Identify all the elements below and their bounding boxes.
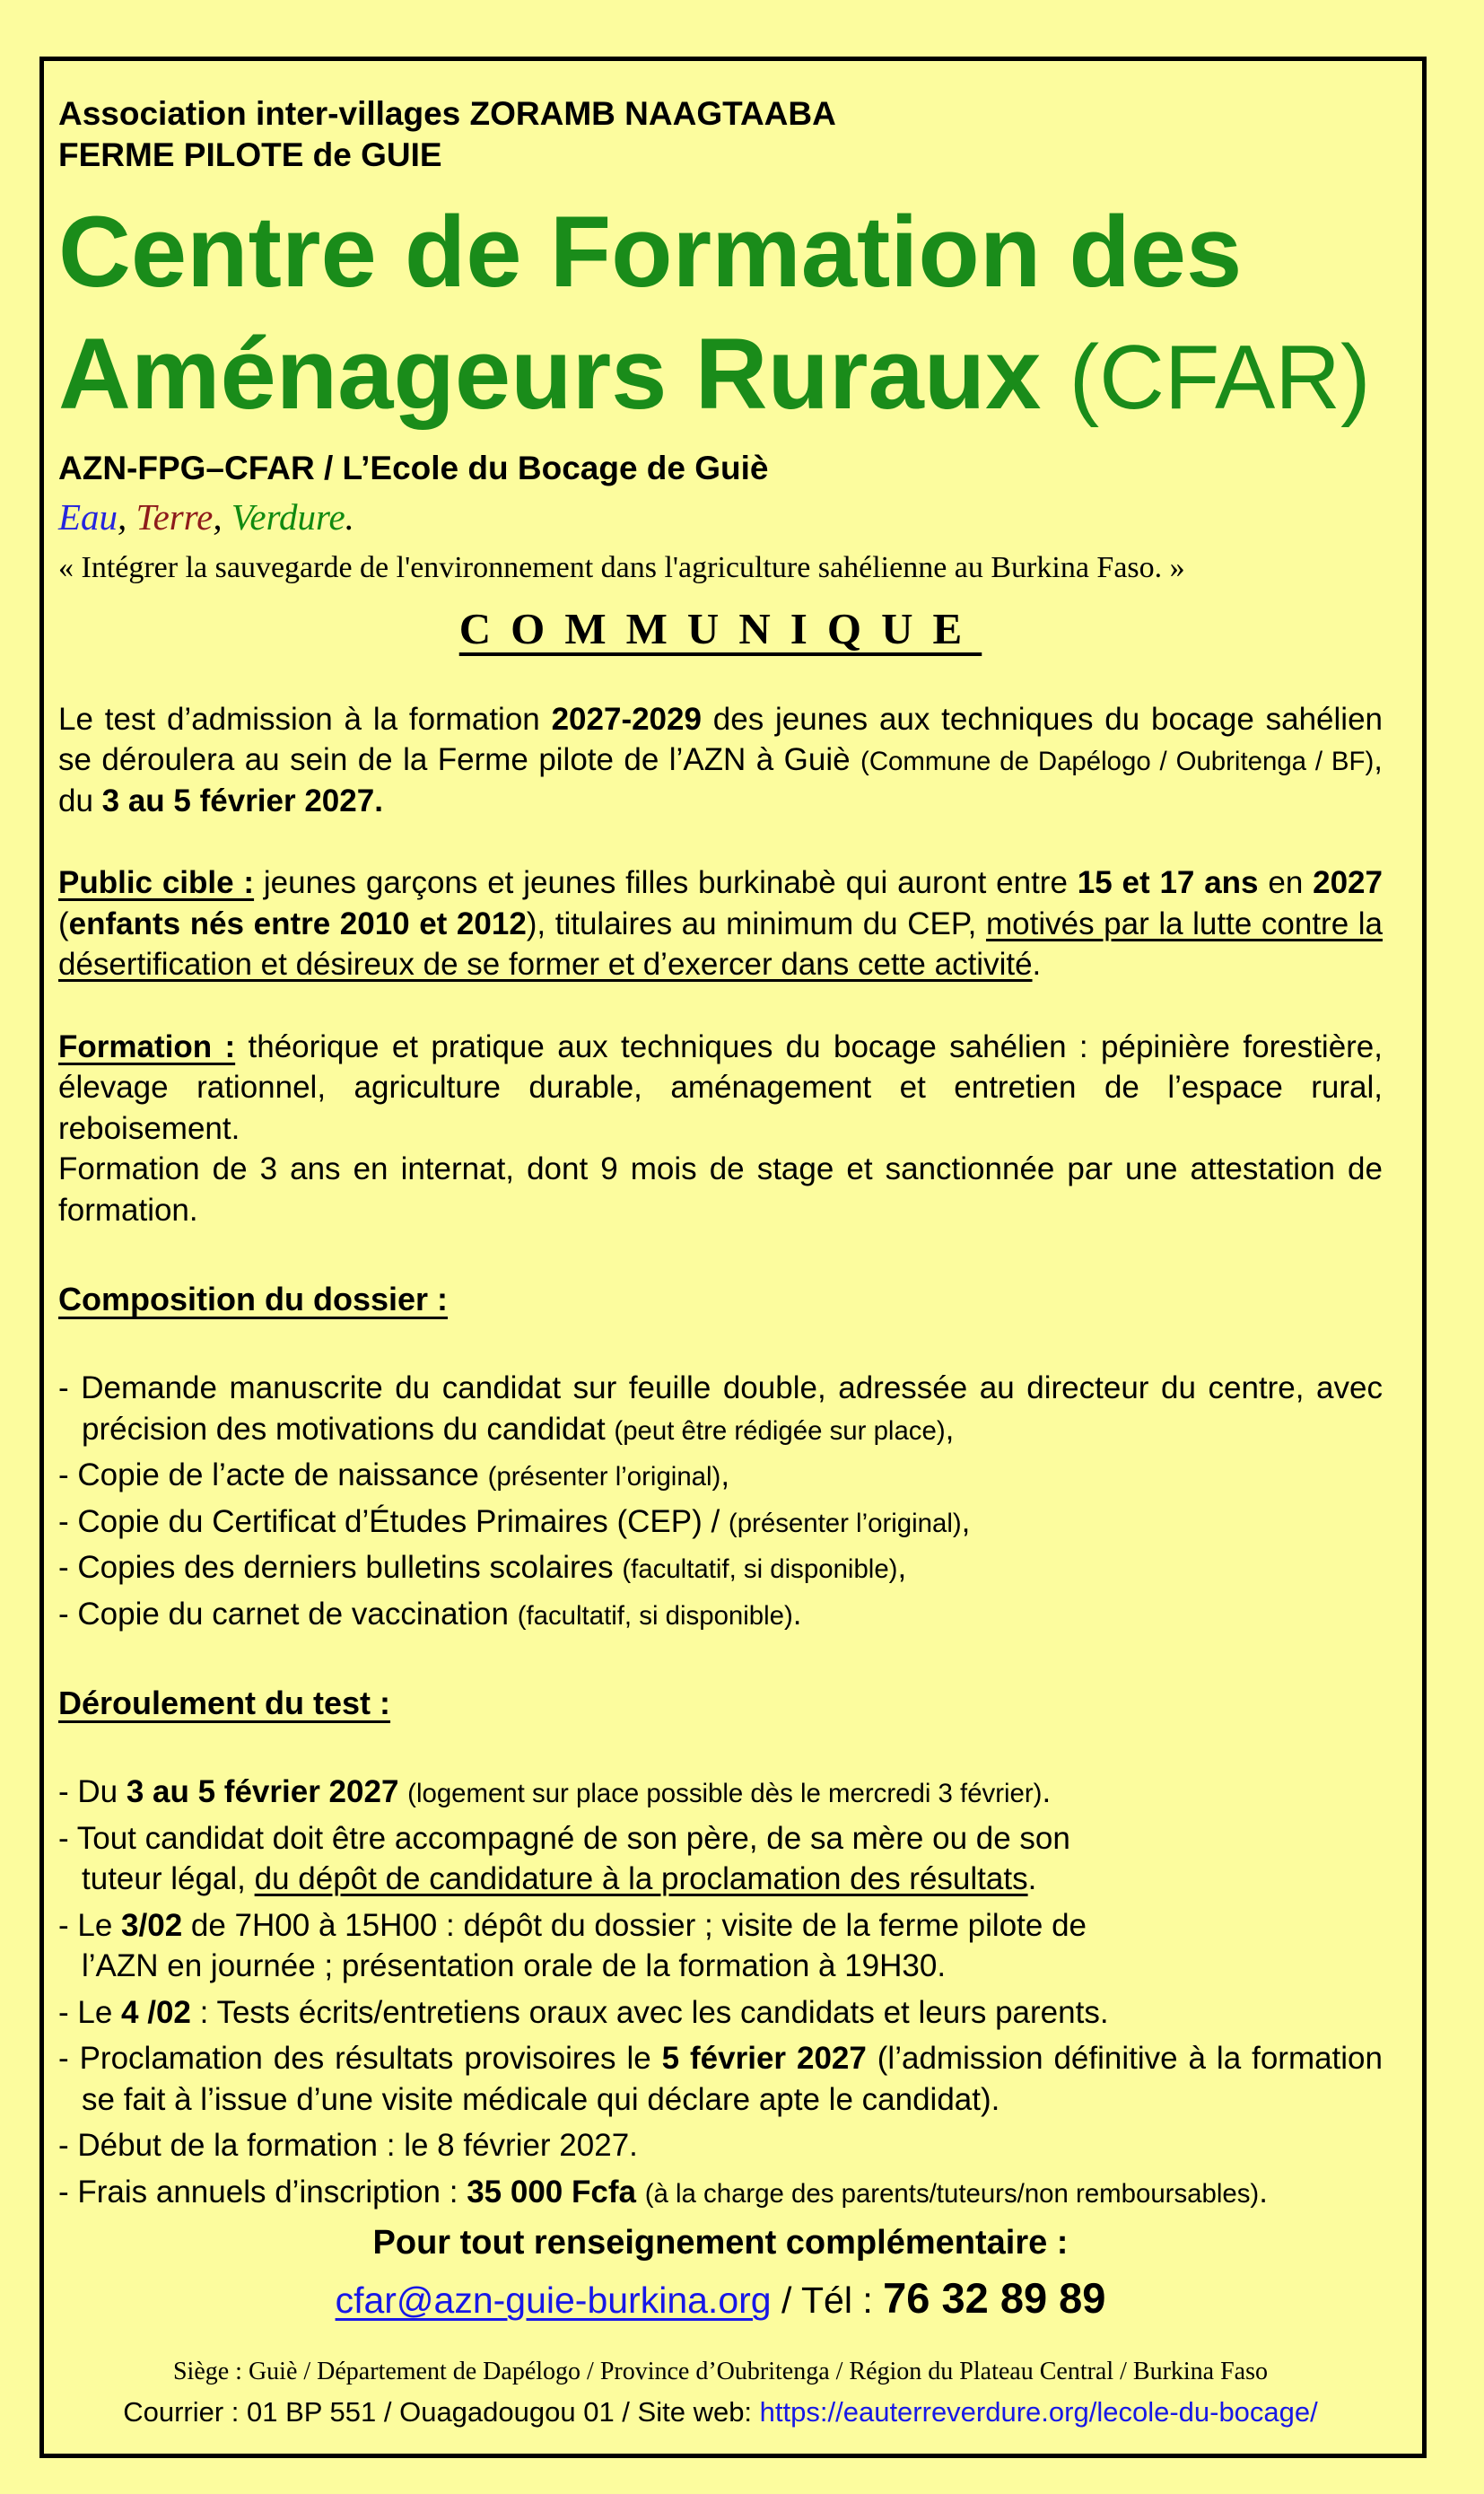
test-item-4-end: : Tests écrits/entretiens oraux avec les candidats et leurs parents. [190,1994,1109,2030]
motto-word-eau: Eau [58,495,118,538]
subtitle: AZN-FPG–CFAR / L’Ecole du Bocage de Guiè [58,449,769,486]
test-item-2-line-1: - Tout candidat doit être accompagné de son père, de sa mère ou de son [58,1820,1070,1856]
public-cible-label: Public cible : [58,865,255,901]
test-item-2-underlined: du dépôt de candidature à la proclamation des résultats [254,1861,1028,1896]
dossier-item-4-note: (facultatif, si disponible) [622,1554,898,1585]
phone-number: 76 32 89 89 [883,2274,1106,2323]
dossier-item-3-text: - Copie du Certificat d’Études Primaires (CEP) / [58,1503,729,1539]
test-item-accompagnement [58,1818,1383,1900]
public-text-5: . [1032,947,1042,983]
email-link[interactable]: cfar@azn-guie-burkina.org [335,2280,772,2322]
document-frame [39,57,1427,2458]
dossier-item-4 [58,1547,1383,1588]
footer-courrier [58,2394,1383,2430]
dossier-item-1-end: , [945,1411,955,1447]
dossier-item-3-note: (présenter l’original) [728,1508,962,1538]
main-title-line-2-text: Aménageurs Ruraux [58,318,1042,431]
dossier-item-2-note: (présenter l’original) [487,1462,721,1492]
test-item-1-end: . [1042,1774,1052,1809]
test-item-2-end: . [1027,1861,1037,1896]
motto-sep-1: , [118,495,136,538]
formation-paragraph [58,1027,1383,1150]
test-item-4-fevrier [58,1992,1383,2034]
intro-dates: 3 au 5 février 2027. [101,783,383,818]
motto-period: . [345,495,354,538]
test-item-debut [58,2125,1383,2166]
dossier-item-3 [58,1501,1383,1543]
dossier-item-5-note: (facultatif, si disponible) [517,1600,793,1631]
footer-siege: Siège : Guiè / Département de Dapélogo / Province d’Oubritenga / Région du Plateau Central / Burkina Faso [172,2358,1269,2386]
intro-years: 2027-2029 [551,701,702,737]
test-item-6-text: - Début de la formation : le 8 février 2027. [58,2128,638,2163]
dossier-item-2 [58,1455,1383,1496]
test-item-frais [58,2172,1383,2213]
test-item-3-date: 3/02 [121,1907,183,1943]
test-item-3-fevrier [58,1905,1383,1987]
dossier-item-5-end: . [792,1596,802,1632]
test-item-7-amount: 35 000 Fcfa [467,2174,636,2210]
test-item-3-text: - Le [58,1907,122,1943]
main-title [58,191,1383,436]
dossier-item-2-end: , [720,1457,730,1493]
test-item-5-text: - Proclamation des résultats provisoires le [58,2041,662,2076]
test-item-2-line-2: tuteur légal, [82,1861,255,1896]
public-text-2: en [1258,865,1314,901]
test-item-proclamation [58,2038,1383,2120]
contact-separator: / Tél : [771,2280,884,2322]
dossier-item-5-text: - Copie du carnet de vaccination [58,1596,518,1632]
intro-paragraph [58,699,1383,822]
dossier-heading: Composition du dossier : [58,1281,449,1318]
test-item-4-date: 4 /02 [121,1994,191,2030]
main-title-acronym: (CFAR) [1069,328,1371,429]
dossier-item-3-end: , [961,1503,971,1539]
communique-heading [58,600,1383,658]
dossier-item-2-text: - Copie de l’acte de naissance [58,1457,488,1493]
intro-text-1: Le test d’admission à la formation [58,701,552,737]
formation-duration-paragraph [58,1149,1383,1230]
test-item-4-text: - Le [58,1994,122,2030]
public-text-1: jeunes garçons et jeunes filles burkinabè qui auront entre [254,865,1078,901]
motto-word-verdure: Verdure [231,495,345,538]
public-birth-years: enfants nés entre 2010 et 2012 [68,906,527,941]
test-item-3-line-2: l’AZN en journée ; présentation orale de la formation à 19H30. [82,1948,947,1983]
formation-text-1: théorique et pratique aux techniques du bocage sahélien : pépinière forestière, élevage rationnel, agriculture durable, aménagement et entretien de l’espace rural, reboisement. [58,1028,1384,1146]
test-item-7-note: (à la charge des parents/tuteurs/non remboursables) [644,2178,1260,2209]
test-heading: Déroulement du test : [58,1685,391,1722]
main-title-line-2 [58,313,1383,436]
test-item-7-text: - Frais annuels d’inscription : [58,2174,467,2210]
motto-sep-2: , [213,495,231,538]
motto [58,495,1383,539]
public-year: 2027 [1313,865,1383,901]
test-item-1-note: (logement sur place possible dès le mercredi 3 février) [407,1779,1043,1808]
org-line-1: Association inter-villages ZORAMB NAAGTAABA [58,95,836,132]
intro-location-note: (Commune de Dapélogo / Oubritenga / BF) [860,747,1375,777]
formation-label: Formation : [58,1028,236,1064]
public-cible-paragraph [58,862,1383,985]
main-title-line-1: Centre de Formation des [58,195,1243,308]
test-item-dates [58,1772,1383,1813]
public-text-3: ( [58,906,69,941]
org-line-2: FERME PILOTE de GUIE [58,136,442,174]
test-item-5-end: (l’admission définitive à la formation se fait à l’issue d’une visite médicale qui déclare apte le candidat). [82,2041,1383,2117]
dossier-item-4-text: - Copies des derniers bulletins scolaires [58,1550,623,1586]
dossier-item-1-text: - Demande manuscrite du candidat sur feuille double, adressée au directeur du centre, avec précision des motivations du candidat [58,1370,1383,1447]
public-text-4: ), titulaires au minimum du CEP, [526,906,986,941]
intro-text-3: , du [58,742,1384,818]
contact-heading: Pour tout renseignement complémentaire : [372,2224,1069,2262]
quote: « Intégrer la sauvegarde de l'environnement dans l'agriculture sahélienne au Burkina Faso. » [58,551,1185,585]
test-item-3-line-1: de 7H00 à 15H00 : dépôt du dossier ; visite de la ferme pilote de [182,1907,1087,1943]
intro-text-2: des jeunes aux techniques du bocage sahélien se déroulera au sein de la Ferme pilote de l’AZN à Guiè [58,701,1384,778]
communique-text: COMMUNIQUE [458,604,982,654]
motto-word-terre: Terre [135,495,214,538]
test-item-1-text: - Du [58,1774,127,1809]
public-motivation-underlined: motivés par la lutte contre la désertification et désireux de se former et d’exercer dans cette activité [58,906,1383,983]
contact-line [58,2272,1383,2325]
dossier-item-1-note: (peut être rédigée sur place) [614,1415,946,1446]
dossier-item-4-end: , [897,1550,907,1586]
test-item-7-end: . [1259,2174,1268,2210]
test-item-5-date: 5 février 2027 [661,2041,867,2076]
public-age-range: 15 et 17 ans [1077,865,1259,901]
test-item-1-dates: 3 au 5 février 2027 [126,1774,399,1809]
dossier-item-5 [58,1594,1383,1635]
dossier-item-1 [58,1368,1383,1449]
footer-courrier-text: Courrier : 01 BP 551 / Ouagadougou 01 / Site web: [123,2395,760,2428]
website-link[interactable]: https://eauterreverdure.org/lecole-du-bocage/ [759,2395,1318,2428]
formation-text-2: Formation de 3 ans en internat, dont 9 mois de stage et sanctionnée par une attestation de formation. [58,1151,1383,1228]
